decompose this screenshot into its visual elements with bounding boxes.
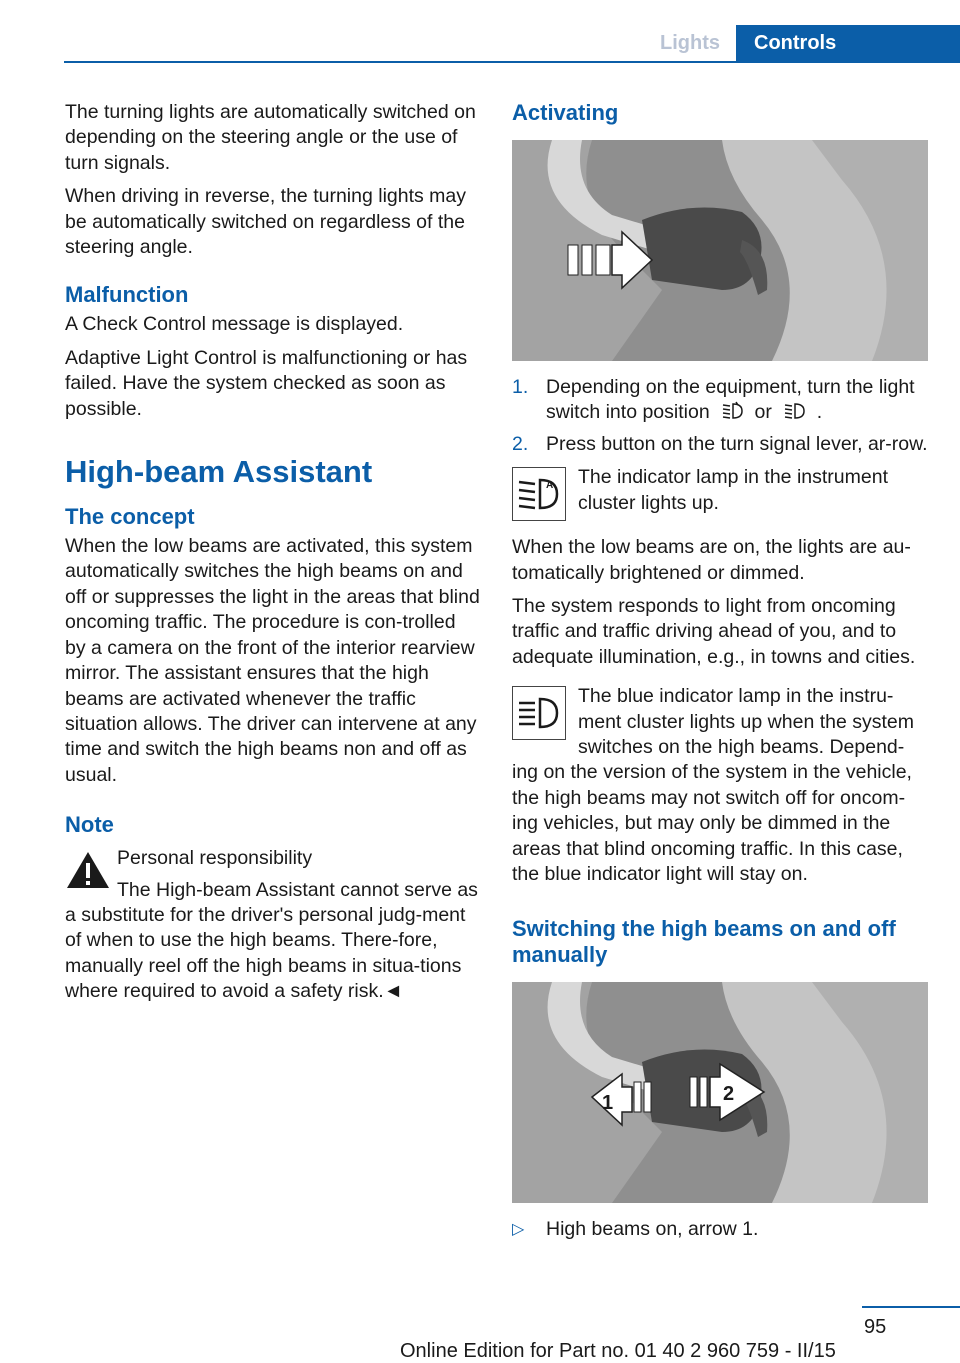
indicator-lamp-block [512,465,928,525]
svg-text:A: A [546,480,554,492]
high-beam-lever-figure [512,982,928,1203]
warning-triangle-icon [65,850,111,890]
responds-paragraph: The system responds to light from oncoming traffic and traffic driving ahead of you, and to adequate illumination, e.g., in towns and cities. [512,595,916,668]
page-number: 95 [864,1316,887,1338]
edition-footer: Online Edition for Part no. 01 40 2 960 759 - II/15 [400,1340,836,1362]
bullet-triangle-icon: ▷ [512,1220,525,1238]
left-column [65,100,480,1013]
low-beam-paragraph: When the low beams are on, the lights are au-tomatically brightened or dimmed. [512,536,911,584]
step-end: . [816,401,823,424]
step-number: 1. [512,376,529,398]
indicator-lamp-text: The indicator lamp in the instrument cluster lights up. [578,466,888,514]
concept-paragraph: When the low beams are activated, this system automatically switches the high beams on and off or suppresses the light in the areas that blind oncoming traffic. The procedure is con-trolled by a camera on the front of the interior rearview mirror. The assistant ensures that the high beams are activated whenever the traffic situation allows. The driver can intervene at any time and switch the high beams non and off as usual. [65,535,480,786]
concept-heading: The concept [65,504,195,530]
step-number: 2. [512,432,529,455]
manual-heading: Switching the high beams on and off manually [512,915,896,967]
step-item [512,432,928,457]
activating-heading: Activating [512,100,619,125]
arrow-2-label: 2 [723,1082,735,1105]
intro-paragraph-2: When driving in reverse, the turning lights may be automatically switched on regardless of the steering angle. [65,185,467,259]
step-text: Press button on the turn signal lever, ar-row. [546,432,928,455]
bullet-text: High beams on, arrow 1. [546,1217,759,1240]
note-block [65,846,480,1012]
malfunction-paragraph-2: Adaptive Light Control is malfunctioning or has failed. Have the system checked as soon as possible. [65,346,468,420]
auto-light-symbol-icon [721,401,743,421]
high-beam-assistant-indicator-icon [512,467,566,521]
header-rule [64,61,960,63]
note-title: Personal responsibility [117,847,313,870]
arrow-1-label: 1 [602,1091,614,1114]
high-beam-indicator-icon [512,686,566,740]
right-column [512,100,928,1242]
turn-signal-lever-figure [512,140,928,361]
note-paragraph: The High-beam Assistant cannot serve as a substitute for the driver's personal judg-ment of when to use the high beams. There-fore, manually reel off the high beams in situa-tions where required to avoid a safety risk.◄ [65,878,478,1003]
blue-lamp-text: The blue indicator lamp in the instru-ment cluster lights up when the system switches on the high beams. Depend-ing on the version of the system in the vehicle, the high beams may not switch off for oncom-ing vehicles, but may only be dimmed in the areas that blind oncoming traffic. In this case, the blue indicator light will stay on. [512,685,914,886]
footer-rule [862,1306,960,1308]
step-or-text: or [754,401,772,424]
header-chapter-tab: Controls [736,25,960,62]
step-item [512,375,928,426]
intro-paragraph-1: The turning lights are automatically switched on depending on the steering angle or the use of turn signals. [65,101,476,174]
manual-bullets [512,1217,928,1242]
header-section-tab: Lights [640,25,736,62]
note-heading: Note [65,812,114,838]
bullet-item [512,1217,928,1242]
activation-steps [512,375,928,457]
malfunction-heading: Malfunction [65,282,189,308]
malfunction-paragraph-1: A Check Control message is displayed. [65,313,404,336]
step-text: Depending on the equipment, turn the light switch into position [546,376,915,424]
low-beam-symbol-icon [783,401,805,421]
blue-lamp-block [512,684,928,887]
high-beam-assistant-heading: High-beam Assistant [65,454,373,490]
